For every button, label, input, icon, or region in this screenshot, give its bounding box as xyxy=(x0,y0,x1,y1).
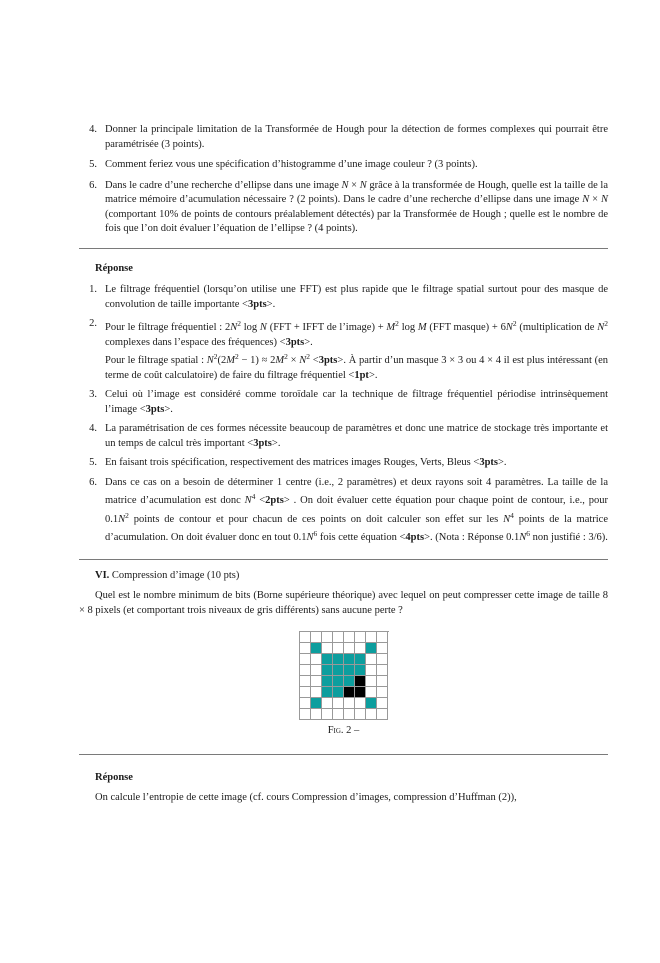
item-text xyxy=(105,476,608,546)
item-number: 3. xyxy=(89,389,97,400)
grid-cell-7-0 xyxy=(300,709,311,720)
divider-rule-3 xyxy=(79,754,608,755)
text-segment: 2pts xyxy=(265,495,284,506)
text-segment: 3pts xyxy=(145,403,165,415)
text-segment: 2 xyxy=(125,510,129,520)
text-segment: On calcule l’entropie de cette image (cf. cours Compression d’images, compression d’Huffman (2)), xyxy=(95,792,517,803)
grid-cell-4-5 xyxy=(355,676,366,687)
text-segment: N xyxy=(230,322,238,333)
text-segment: points de la matrice d’acumulation. On doit évaluer donc en tout 0.1 xyxy=(105,513,609,543)
text-segment: 2 xyxy=(213,352,218,361)
text-segment: 2 xyxy=(235,352,239,361)
text-segment: 2 xyxy=(284,352,288,361)
text-segment: 4pts xyxy=(405,532,425,543)
text-segment: complexes dans l’espace des fréquences) < xyxy=(105,336,286,348)
grid-cell-1-1 xyxy=(311,643,322,654)
grid-cell-6-5 xyxy=(355,698,366,709)
item-number: 5. xyxy=(89,159,97,170)
item-number: 6. xyxy=(89,476,97,488)
item-number: 5. xyxy=(89,457,97,468)
text-segment: 1pt xyxy=(354,369,369,381)
text-segment: Dans le cadre d’une recherche d’ellipse dans une image xyxy=(105,179,342,191)
grid-cell-5-0 xyxy=(300,687,311,698)
grid-cell-4-1 xyxy=(311,676,322,687)
document-content xyxy=(79,0,608,806)
text-segment: log xyxy=(240,322,260,333)
section-number: VI. xyxy=(95,569,110,581)
text-segment: 2 xyxy=(395,319,399,328)
grid-cell-7-1 xyxy=(311,709,322,720)
grid-cell-4-2 xyxy=(322,676,333,687)
grid-cell-7-2 xyxy=(322,709,333,720)
text-segment: 2 xyxy=(237,319,241,328)
grid-cell-2-7 xyxy=(377,654,388,665)
grid-cell-7-4 xyxy=(344,709,355,720)
response-list-item xyxy=(79,476,608,546)
grid-cell-0-0 xyxy=(300,632,311,643)
section-title: Compression d’image (10 pts) xyxy=(109,569,240,581)
text-segment: 3pts xyxy=(479,457,498,468)
text-segment: >. xyxy=(164,403,173,415)
text-segment: 2 xyxy=(306,352,311,361)
response-heading-1: Réponse xyxy=(95,262,133,274)
text-segment: N xyxy=(519,532,527,543)
text-segment: N xyxy=(582,194,590,205)
text-segment: Dans ce cas on a besoin de déterminer 1 centre (i.e., 2 paramètres) et deux rayons soit 4 paramètres. La taille de la matrice d’acumulation est donc xyxy=(105,476,608,506)
text-segment: (FFT + IFFT de l’image) + xyxy=(266,322,387,333)
text-segment: N xyxy=(503,513,511,525)
text-segment: (2 xyxy=(217,355,227,366)
response-list-item xyxy=(79,283,608,312)
section-heading xyxy=(79,569,608,584)
response-list-item xyxy=(79,388,608,417)
text-segment: log xyxy=(398,322,418,333)
text-segment: M xyxy=(417,322,427,333)
grid-cell-6-3 xyxy=(333,698,344,709)
text-segment: × xyxy=(348,179,360,191)
text-segment: 4 xyxy=(510,510,514,520)
grid-cell-4-4 xyxy=(344,676,355,687)
question-list-item xyxy=(79,179,608,237)
divider-rule-1 xyxy=(79,248,608,249)
text-segment: 2 – xyxy=(343,725,360,736)
grid-cell-2-3 xyxy=(333,654,344,665)
question-list-item xyxy=(79,123,608,152)
grid-cell-6-1 xyxy=(311,698,322,709)
grid-cell-2-5 xyxy=(355,654,366,665)
text-segment: N xyxy=(600,194,608,205)
text-segment: < xyxy=(255,495,266,506)
text-segment: < xyxy=(310,355,319,366)
text-segment: 2 xyxy=(512,319,517,328)
grid-cell-3-2 xyxy=(322,665,333,676)
text-segment: 4 xyxy=(251,492,256,501)
grid-cell-3-1 xyxy=(311,665,322,676)
text-segment: Pour le filtrage fréquentiel : 2 xyxy=(105,322,231,333)
item-text xyxy=(105,456,608,471)
text-segment: × xyxy=(589,194,601,205)
response-list-item xyxy=(79,317,608,383)
text-segment: > . On doit évaluer cette équation pour chaque point de contour, i.e., pour 0.1 xyxy=(105,495,609,525)
item-number: 6. xyxy=(89,179,97,191)
text-segment: N xyxy=(359,179,367,191)
item-text xyxy=(105,179,608,237)
grid-cell-3-0 xyxy=(300,665,311,676)
text-segment: 2 xyxy=(604,319,608,328)
grid-cell-4-7 xyxy=(377,676,388,687)
text-segment: 6 xyxy=(526,529,531,538)
text-segment: Fig. xyxy=(327,725,344,736)
text-segment: >. À partir d’un masque 3 × 3 ou 4 × 4 il est plus intéressant (en terme de coût calculatoire) de faire du filtrage fréquentiel < xyxy=(105,355,609,381)
grid-cell-5-3 xyxy=(333,687,344,698)
text-segment: >. xyxy=(368,369,378,381)
text-segment: fois cette équation < xyxy=(317,532,406,543)
grid-cell-5-7 xyxy=(377,687,388,698)
item-number: 4. xyxy=(89,124,97,135)
grid-cell-1-7 xyxy=(377,643,388,654)
grid-cell-4-0 xyxy=(300,676,311,687)
grid-cell-2-4 xyxy=(344,654,355,665)
grid-cell-0-2 xyxy=(322,632,333,643)
item-text xyxy=(105,388,608,417)
grid-cell-6-7 xyxy=(377,698,388,709)
grid-cell-6-2 xyxy=(322,698,333,709)
item-text xyxy=(105,317,608,383)
text-segment: N xyxy=(306,532,314,543)
text-segment: − 1) ≈ 2 xyxy=(238,355,276,366)
text-segment: M xyxy=(275,355,285,366)
grid-cell-2-0 xyxy=(300,654,311,665)
grid-cell-0-1 xyxy=(311,632,322,643)
text-segment: (multiplication de xyxy=(516,322,598,333)
grid-cell-6-4 xyxy=(344,698,355,709)
text-segment: N xyxy=(206,355,214,366)
item-number: 1. xyxy=(89,284,97,295)
grid-cell-2-2 xyxy=(322,654,333,665)
grid-cell-3-3 xyxy=(333,665,344,676)
item-text xyxy=(105,422,608,451)
grid-cell-5-6 xyxy=(366,687,377,698)
response-paragraph xyxy=(79,791,608,806)
text-segment: Quel est le nombre minimum de bits (Borne supérieure théorique) avec lequel on peut compresser cette image de taille 8 × 8 pixels (et comportant trois niveaux de gris différents) sans aucune perte ? xyxy=(79,590,608,616)
text-segment: En faisant trois spécification, respectivement des matrices images Rouges, Verts, Bleus < xyxy=(105,457,480,468)
grid-cell-0-3 xyxy=(333,632,344,643)
grid-cell-5-5 xyxy=(355,687,366,698)
grid-cell-0-5 xyxy=(355,632,366,643)
text-segment: La paramétrisation de ces formes nécessite beaucoup de paramètres et donc une matrice de stockage très importante et un temps de calcul très important < xyxy=(105,423,608,449)
text-segment: >. xyxy=(271,437,281,449)
text-segment: N xyxy=(299,355,307,366)
grid-cell-6-0 xyxy=(300,698,311,709)
response-list xyxy=(79,283,608,546)
text-segment: × xyxy=(287,355,300,366)
grid-cell-1-2 xyxy=(322,643,333,654)
grid-cell-4-6 xyxy=(366,676,377,687)
text-segment: >. xyxy=(266,298,276,310)
grid-cell-6-6 xyxy=(366,698,377,709)
text-segment: non justifié : 3/6). xyxy=(530,532,608,543)
text-segment: Le filtrage fréquentiel (lorsqu’on utilise une FFT) est plus rapide que le filtrage spatial surtout pour des masque de convolution de taille importante < xyxy=(105,284,608,310)
grid-cell-1-5 xyxy=(355,643,366,654)
text-segment: 3pts xyxy=(285,336,305,348)
text-segment: Comment feriez vous une spécification d’histogramme d’une image couleur ? (3 points). xyxy=(105,159,478,170)
item-number: 2. xyxy=(89,318,97,329)
text-segment: N xyxy=(597,322,605,333)
grid-cell-2-6 xyxy=(366,654,377,665)
grid-cell-5-1 xyxy=(311,687,322,698)
text-segment: Pour le filtrage spatial : xyxy=(105,355,207,366)
text-segment: N xyxy=(244,495,252,506)
grid-cell-7-6 xyxy=(366,709,377,720)
grid-cell-2-1 xyxy=(311,654,322,665)
grid-cell-7-3 xyxy=(333,709,344,720)
text-segment: M xyxy=(226,355,235,366)
text-segment: Donner la principale limitation de la Transformée de Hough pour la détection de formes complexes qui pourrait être paramétrisée (3 points). xyxy=(105,124,608,150)
text-segment: >. xyxy=(498,457,507,468)
grid-cell-7-7 xyxy=(377,709,388,720)
text-segment: N xyxy=(118,513,126,525)
divider-rule-2 xyxy=(79,559,608,560)
grid-cell-3-6 xyxy=(366,665,377,676)
text-segment: 6 xyxy=(313,529,318,538)
question-list xyxy=(79,0,608,237)
grid-cell-1-4 xyxy=(344,643,355,654)
grid-cell-0-7 xyxy=(377,632,388,643)
text-segment: (comportant 10% de points de contours préalablement détectés) par la Transformée de Hough ; quelle est le nombre de fois que l’on doit évaluer l’équation de l’ellipse ? (4 points). xyxy=(105,208,608,234)
response-heading-2: Réponse xyxy=(95,771,133,783)
item-text xyxy=(105,283,608,312)
text-segment: >. (Nota : Réponse 0.1 xyxy=(424,532,520,543)
question-paragraph xyxy=(79,589,608,618)
grid-cell-3-4 xyxy=(344,665,355,676)
item-text xyxy=(105,123,608,152)
grid-cell-3-5 xyxy=(355,665,366,676)
response-list-item xyxy=(79,422,608,451)
grid-cell-1-0 xyxy=(300,643,311,654)
figure-caption xyxy=(79,724,608,739)
text-segment: 3pts xyxy=(318,355,338,366)
grid-cell-7-5 xyxy=(355,709,366,720)
text-segment: grâce à la transformée de Hough, quelle est la taille de la matrice mémoire d’acumulation nécessaire ? (2 points). Dans le cadre d’une recherche d’ellipse dans une image xyxy=(105,179,608,205)
text-segment: points de contour et pour chacun de ces points on doit calculer son effet sur les xyxy=(128,513,504,525)
grid-cell-0-6 xyxy=(366,632,377,643)
text-segment: M xyxy=(386,322,396,333)
response-list-item xyxy=(79,456,608,471)
item-number: 4. xyxy=(89,423,97,434)
grid-cell-1-3 xyxy=(333,643,344,654)
text-segment: >. xyxy=(304,336,313,348)
text-segment: N xyxy=(505,322,513,333)
grid-cell-0-4 xyxy=(344,632,355,643)
figure xyxy=(79,631,608,739)
question-list-item xyxy=(79,158,608,173)
grid-cell-5-4 xyxy=(344,687,355,698)
pixel-grid xyxy=(299,631,389,720)
text-segment: N xyxy=(341,179,349,191)
grid-cell-4-3 xyxy=(333,676,344,687)
grid-cell-5-2 xyxy=(322,687,333,698)
grid-cell-1-6 xyxy=(366,643,377,654)
text-segment: (FFT masque) + 6 xyxy=(426,322,506,333)
text-segment: 3pts xyxy=(247,298,267,310)
text-segment: Celui où l’image est considéré comme toroïdale car la technique de filtrage fréquentiel périodise intrinsèquement l’image < xyxy=(105,389,608,415)
item-text xyxy=(105,158,608,173)
grid-cell-3-7 xyxy=(377,665,388,676)
text-segment: N xyxy=(259,322,267,333)
text-segment: 3pts xyxy=(253,437,272,449)
